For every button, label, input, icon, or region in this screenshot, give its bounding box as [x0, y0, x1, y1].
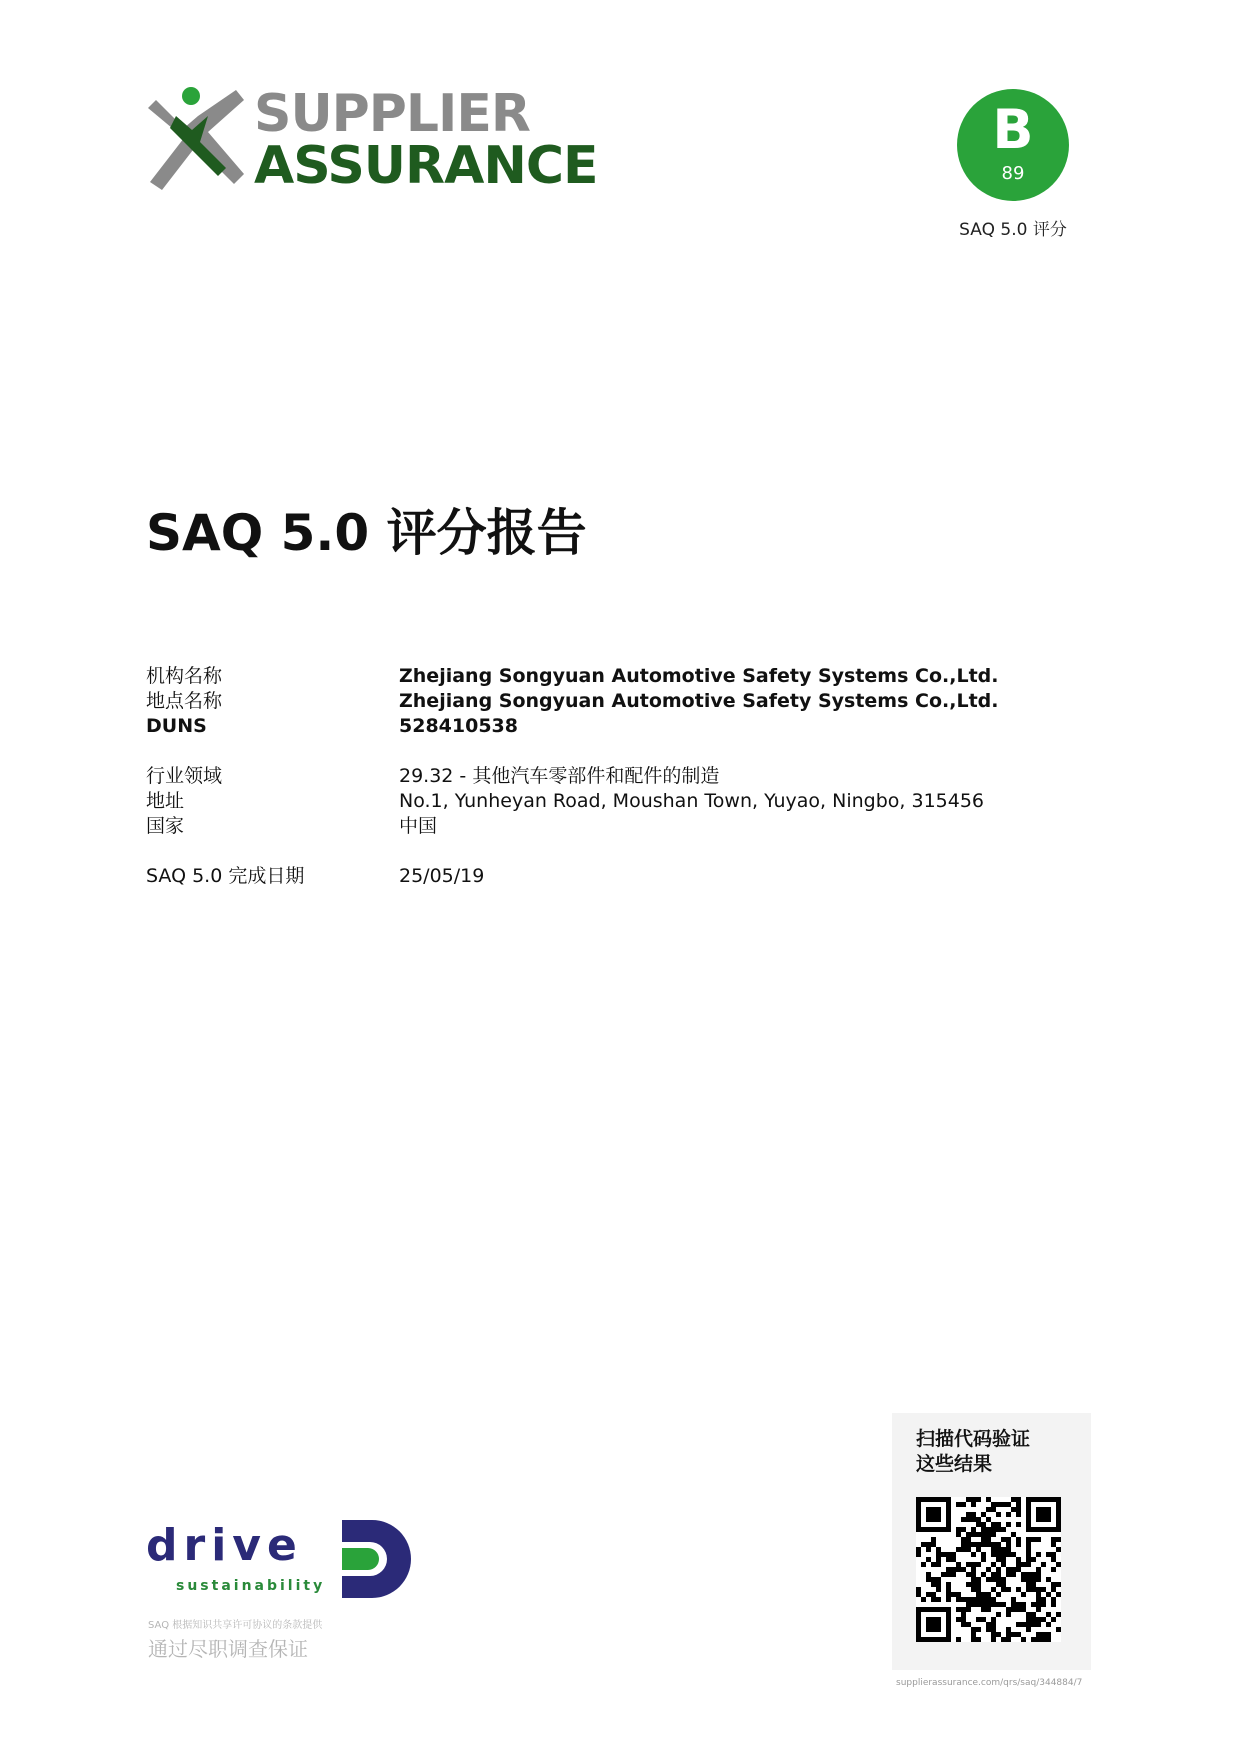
industry-value: 29.32 - 其他汽车零部件和配件的制造: [399, 765, 720, 787]
site-value: Zhejiang Songyuan Automotive Safety Systems Co.,Ltd.: [399, 690, 999, 712]
qr-code-icon[interactable]: [916, 1497, 1061, 1642]
supplier-assurance-logo: [148, 84, 598, 196]
country-value: 中国: [399, 815, 438, 837]
country-label: 国家: [146, 815, 185, 837]
drive-sustainability-logo: [146, 1520, 426, 1615]
verification-url[interactable]: supplierassurance.com/qrs/saq/344884/7: [896, 1678, 1083, 1688]
location-group: [146, 764, 1106, 839]
drive-subtitle: sustainability: [176, 1578, 326, 1594]
completion-date-value: 25/05/19: [399, 865, 485, 887]
organization-value: Zhejiang Songyuan Automotive Safety Systems Co.,Ltd.: [399, 665, 999, 687]
address-label: 地址: [146, 790, 185, 812]
detail-row-completion-date: [146, 864, 1106, 889]
drive-wordmark: drive: [146, 1520, 303, 1571]
score-circle: [957, 89, 1069, 201]
identity-group: [146, 664, 1106, 739]
detail-row-industry: [146, 764, 1106, 789]
site-label: 地点名称: [146, 690, 223, 712]
score-points: 89: [1001, 163, 1025, 184]
organization-label: 机构名称: [146, 665, 223, 687]
qr-instruction-line-2: 这些结果: [916, 1453, 993, 1475]
score-badge: [956, 89, 1070, 240]
address-value: No.1, Yunheyan Road, Moushan Town, Yuyao, Ningbo, 315456: [399, 790, 985, 812]
detail-row-duns: [146, 714, 1106, 739]
qr-instruction-line-1: 扫描代码验证: [916, 1428, 1031, 1450]
brand-line-1: SUPPLIER: [254, 84, 530, 144]
date-group: [146, 864, 1106, 889]
brand-line-2: ASSURANCE: [254, 136, 598, 196]
drive-d-icon: [342, 1520, 412, 1598]
score-grade: B: [992, 98, 1034, 161]
qr-verification-panel: [892, 1413, 1091, 1670]
industry-label: 行业领域: [146, 765, 223, 787]
qr-instruction: [916, 1427, 1030, 1477]
organization-details: [146, 664, 1106, 914]
supplier-assurance-wordmark: [254, 84, 598, 196]
score-caption: SAQ 5.0 评分: [959, 220, 1067, 240]
completion-date-label: SAQ 5.0 完成日期: [146, 865, 305, 887]
due-diligence-note: 通过尽职调查保证: [148, 1637, 308, 1661]
detail-row-site: [146, 689, 1106, 714]
detail-row-address: [146, 789, 1106, 814]
supplier-assurance-logo-icon: [148, 86, 246, 194]
duns-value: 528410538: [399, 715, 518, 737]
detail-row-country: [146, 814, 1106, 839]
license-note: SAQ 根据知识共享许可协议的条款提供: [148, 1620, 323, 1631]
report-title: SAQ 5.0 评分报告: [146, 504, 587, 562]
detail-row-organization: [146, 664, 1106, 689]
duns-label: DUNS: [146, 715, 207, 737]
